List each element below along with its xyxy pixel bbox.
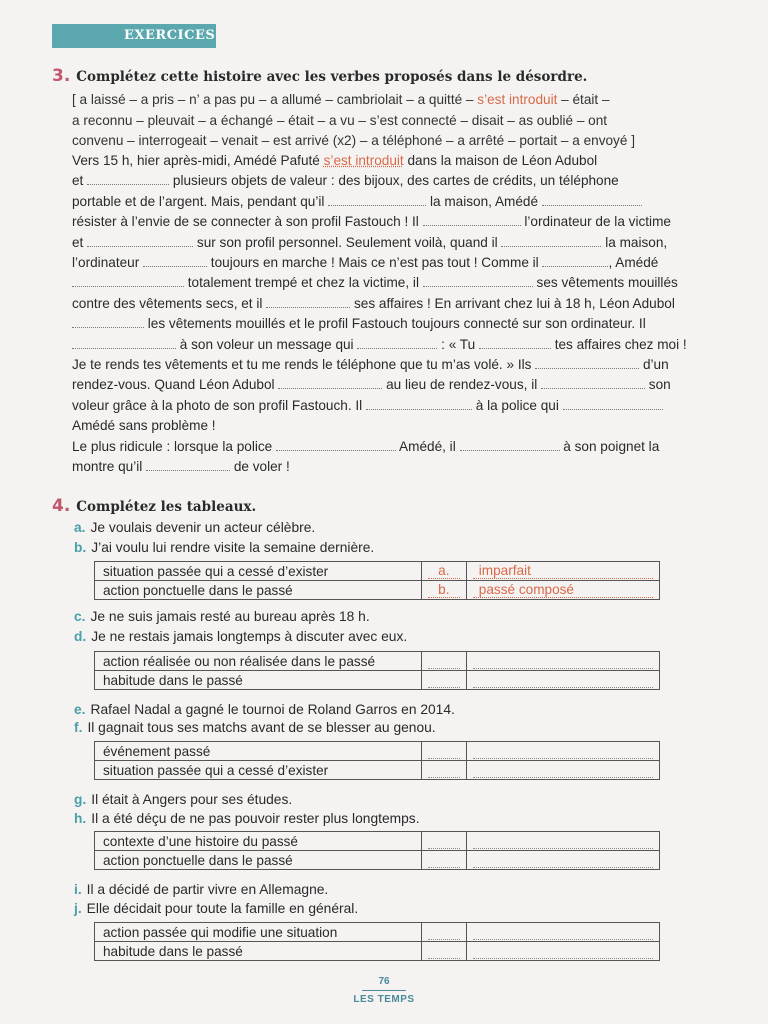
blank-field[interactable] xyxy=(366,397,472,410)
letter-cell[interactable] xyxy=(421,761,466,780)
sentence-letter: a. xyxy=(74,520,86,535)
story-text-part: à son voleur un message qui xyxy=(176,336,358,352)
story-text-part: toujours en marche ! Mais ce n’est pas tout ! Comme il xyxy=(207,255,543,271)
sentence-letter: b. xyxy=(74,540,87,555)
story-text-part: , Amédé xyxy=(608,255,659,271)
tense-blank xyxy=(473,654,653,669)
sentence-text: Je voulais devenir un acteur célèbre. xyxy=(90,520,316,535)
blank-field[interactable] xyxy=(278,376,382,389)
blank-field[interactable] xyxy=(276,438,396,451)
story-line xyxy=(72,437,736,457)
story-text-part: portable et de l’argent. Mais, pendant qu’il xyxy=(72,193,329,209)
letter-answer: a. xyxy=(428,563,460,579)
blank-field[interactable] xyxy=(146,458,230,471)
letter-blank xyxy=(428,744,460,759)
story-text-part: totalement trempé et chez la victime, il xyxy=(184,275,423,291)
tense-blank xyxy=(473,744,653,759)
page-number: 76 xyxy=(378,976,390,987)
story-text-part: plusieurs objets de valeur : des bijoux, des cartes de crédits, un téléphone xyxy=(169,173,619,189)
sentence-letter: e. xyxy=(74,702,86,717)
story-text-part: et xyxy=(72,234,88,250)
tense-cell[interactable] xyxy=(466,671,659,690)
letter-blank xyxy=(428,834,460,849)
tense-answer: passé composé xyxy=(473,582,653,598)
sentence-letter: h. xyxy=(74,811,87,826)
story-line xyxy=(72,375,736,395)
tense-cell[interactable] xyxy=(466,562,659,581)
tense-cell[interactable] xyxy=(466,581,659,600)
letter-cell[interactable] xyxy=(421,742,466,761)
table-row xyxy=(95,742,660,761)
blank-field[interactable] xyxy=(87,234,193,247)
story-text-part: et xyxy=(72,173,88,189)
letter-blank xyxy=(428,654,460,669)
table-5 xyxy=(94,922,660,961)
blank-field[interactable] xyxy=(479,336,551,349)
table-row-label: habitude dans le passé xyxy=(95,942,422,961)
sentence-h xyxy=(74,811,420,826)
blank-field[interactable] xyxy=(72,336,176,349)
table-row-label: action ponctuelle dans le passé xyxy=(95,581,422,600)
exercise-4-heading xyxy=(52,496,256,516)
tense-blank xyxy=(473,853,653,868)
table-4 xyxy=(94,831,660,870)
story-text-part: son xyxy=(645,377,671,393)
tense-answer: imparfait xyxy=(473,563,653,579)
verb-list-text: [ a laissé – a pris – n’ a pas pu – a allumé – cambriolait – a quitté – xyxy=(72,92,478,107)
story-text-part: de voler ! xyxy=(230,459,290,475)
story-answer: s’est introduit xyxy=(323,153,404,168)
story-text xyxy=(72,151,736,478)
sentence-text: J’ai voulu lui rendre visite la semaine dernière. xyxy=(91,540,375,555)
letter-blank xyxy=(428,763,460,778)
story-line xyxy=(72,457,736,477)
story-text-part: à la police qui xyxy=(471,397,563,413)
verb-list-line-2: a reconnu – pleuvait – a échangé – était – a vu – s’est connecté – disait – as oublié – ont xyxy=(72,112,608,128)
story-text-part: contre des vêtements secs, et il xyxy=(72,295,267,311)
story-line xyxy=(72,253,736,273)
table-row xyxy=(95,652,660,671)
sentence-letter: g. xyxy=(74,792,87,807)
table-row-label: situation passée qui a cessé d’exister xyxy=(95,761,422,780)
story-text-part: ses affaires ! En arrivant chez lui à 18 h, Léon Adubol xyxy=(350,295,675,311)
story-text-part: dans la maison de Léon Adubol xyxy=(403,153,598,168)
story-text-part: à son poignet la xyxy=(559,438,660,454)
story-text-part: Le plus ridicule : lorsque la police xyxy=(72,438,277,454)
letter-blank xyxy=(428,853,460,868)
letter-answer: b. xyxy=(428,582,460,598)
tense-cell[interactable] xyxy=(466,742,659,761)
sentence-text: Il a été déçu de ne pas pouvoir rester plus longtemps. xyxy=(91,811,420,826)
sentence-letter: c. xyxy=(74,609,86,624)
table-row-label: action réalisée ou non réalisée dans le passé xyxy=(95,652,422,671)
blank-field[interactable] xyxy=(143,254,207,267)
footer-divider xyxy=(362,990,406,991)
table-3 xyxy=(94,741,660,780)
story-line xyxy=(72,294,736,314)
blank-field[interactable] xyxy=(501,234,601,247)
story-text-part: l’ordinateur xyxy=(72,255,144,271)
letter-cell[interactable] xyxy=(421,942,466,961)
tense-blank xyxy=(473,763,653,778)
letter-cell[interactable] xyxy=(421,671,466,690)
sentence-letter: f. xyxy=(74,720,83,735)
blank-field[interactable] xyxy=(72,315,144,328)
section-header-tab: EXERCICES xyxy=(52,24,216,48)
tense-blank xyxy=(473,925,653,940)
blank-field[interactable] xyxy=(541,376,645,389)
exercise-4-title: Complétez les tableaux. xyxy=(76,499,257,515)
blank-field[interactable] xyxy=(328,193,426,206)
sentence-b xyxy=(74,540,374,555)
blank-field[interactable] xyxy=(72,274,184,287)
letter-blank xyxy=(428,673,460,688)
sentence-i xyxy=(74,882,328,897)
sentence-d xyxy=(74,629,407,644)
story-text-part: Amédé, il xyxy=(396,438,460,454)
blank-field[interactable] xyxy=(460,438,560,451)
story-text-part: tes affaires chez moi ! xyxy=(550,336,687,352)
table-row xyxy=(95,671,660,690)
story-line xyxy=(72,192,736,212)
blank-field[interactable] xyxy=(357,336,437,349)
tense-blank xyxy=(473,944,653,959)
sentence-text: Il a décidé de partir vivre en Allemagne. xyxy=(86,882,329,897)
story-line xyxy=(72,273,736,293)
blank-field[interactable] xyxy=(423,213,521,226)
blank-field[interactable] xyxy=(266,295,350,308)
table-row xyxy=(95,923,660,942)
table-row-label: situation passée qui a cessé d’exister xyxy=(95,562,422,581)
blank-field[interactable] xyxy=(535,356,639,369)
verb-list-highlight: s’est introduit xyxy=(477,92,558,107)
story-text-part: sur son profil personnel. Seulement voilà, quand il xyxy=(193,234,502,250)
table-row xyxy=(95,761,660,780)
story-line xyxy=(72,151,736,171)
story-line xyxy=(72,396,736,416)
blank-field[interactable] xyxy=(423,274,533,287)
sentence-text: Il gagnait tous ses matchs avant de se blesser au genou. xyxy=(87,720,436,735)
table-row-label: habitude dans le passé xyxy=(95,671,422,690)
letter-cell[interactable] xyxy=(421,832,466,851)
sentence-g xyxy=(74,792,292,807)
story-text-part: ses vêtements mouillés xyxy=(532,275,678,291)
story-text-part: d’un xyxy=(639,357,669,373)
tense-cell[interactable] xyxy=(466,942,659,961)
story-text-part: rendez-vous. Quand Léon Adubol xyxy=(72,377,279,393)
letter-blank xyxy=(428,944,460,959)
story-text-part: les vêtements mouillés et le profil Fastouch toujours connecté sur son ordinateur. Il xyxy=(144,316,646,332)
blank-field[interactable] xyxy=(87,172,169,185)
story-text-part: au lieu de rendez-vous, il xyxy=(382,377,542,393)
verb-list xyxy=(72,90,732,152)
story-text-part: Vers 15 h, hier après-midi, Amédé Pafuté xyxy=(72,153,324,168)
tense-cell[interactable] xyxy=(466,832,659,851)
letter-cell[interactable] xyxy=(421,851,466,870)
story-line xyxy=(72,212,736,232)
sentence-text: Rafael Nadal a gagné le tournoi de Roland Garros en 2014. xyxy=(90,702,455,717)
story-text-part: la maison, Amédé xyxy=(426,193,542,209)
table-row-label: action ponctuelle dans le passé xyxy=(95,851,422,870)
story-line xyxy=(72,314,736,334)
exercise-3-number: 3. xyxy=(52,66,71,86)
story-text-part: voleur grâce à la photo de son profil Fastouch. Il xyxy=(72,397,366,413)
exercise-3-title: Complétez cette histoire avec les verbes proposés dans le désordre. xyxy=(76,69,588,85)
sentence-text: Il était à Angers pour ses études. xyxy=(91,792,293,807)
tense-cell[interactable] xyxy=(466,851,659,870)
letter-blank xyxy=(428,925,460,940)
sentence-a xyxy=(74,520,315,535)
blank-field[interactable] xyxy=(563,397,663,410)
verb-list-line-3: convenu – interrogeait – venait – est arrivé (x2) – a téléphoné – a arrêté – portait – a envoyé ] xyxy=(72,133,635,148)
story-line xyxy=(72,171,736,191)
table-row xyxy=(95,581,660,600)
sentence-text: Je ne suis jamais resté au bureau après 18 h. xyxy=(90,609,370,624)
story-line xyxy=(72,233,736,253)
table-row-label: événement passé xyxy=(95,742,422,761)
exercise-3-heading xyxy=(52,66,587,86)
story-text-part: : « Tu xyxy=(437,336,479,352)
table-row xyxy=(95,942,660,961)
sentence-f xyxy=(74,720,436,735)
verb-list-text: – était – xyxy=(557,92,610,107)
table-row xyxy=(95,851,660,870)
table-row xyxy=(95,562,660,581)
table-2 xyxy=(94,651,660,690)
tense-cell[interactable] xyxy=(466,652,659,671)
sentence-j xyxy=(74,901,358,916)
sentence-c xyxy=(74,609,370,624)
sentence-letter: d. xyxy=(74,629,87,644)
blank-field[interactable] xyxy=(542,254,608,267)
tense-cell[interactable] xyxy=(466,761,659,780)
sentence-letter: j. xyxy=(74,901,82,916)
story-text-part: montre qu’il xyxy=(72,459,147,475)
story-text-part: Je te rends tes vêtements et tu me rends le téléphone que tu m’as volé. » Ils xyxy=(72,357,536,373)
sentence-text: Elle décidait pour toute la famille en général. xyxy=(86,901,359,916)
blank-field[interactable] xyxy=(542,193,642,206)
table-1 xyxy=(94,561,660,600)
table-row-label: action passée qui modifie une situation xyxy=(95,923,422,942)
letter-cell[interactable] xyxy=(421,652,466,671)
sentence-letter: i. xyxy=(74,882,82,897)
letter-cell[interactable] xyxy=(421,581,466,600)
tense-cell[interactable] xyxy=(466,923,659,942)
tense-blank xyxy=(473,673,653,688)
sentence-e xyxy=(74,702,455,717)
exercise-4-number: 4. xyxy=(52,496,71,516)
story-text-part: la maison, xyxy=(601,234,668,250)
story-text-part: résister à l’envie de se connecter à son profil Fastouch ! Il xyxy=(72,214,423,230)
verb-list-line-1 xyxy=(72,90,732,111)
footer-section-label: LES TEMPS xyxy=(353,994,415,1005)
letter-cell[interactable] xyxy=(421,562,466,581)
story-text-part: l’ordinateur de la victime xyxy=(520,214,671,230)
story-line xyxy=(72,335,736,355)
letter-cell[interactable] xyxy=(421,923,466,942)
tense-blank xyxy=(473,834,653,849)
table-row xyxy=(95,832,660,851)
story-line: Amédé sans problème ! xyxy=(72,418,216,434)
table-row-label: contexte d’une histoire du passé xyxy=(95,832,422,851)
story-line xyxy=(72,355,736,375)
sentence-text: Je ne restais jamais longtemps à discuter avec eux. xyxy=(91,629,408,644)
